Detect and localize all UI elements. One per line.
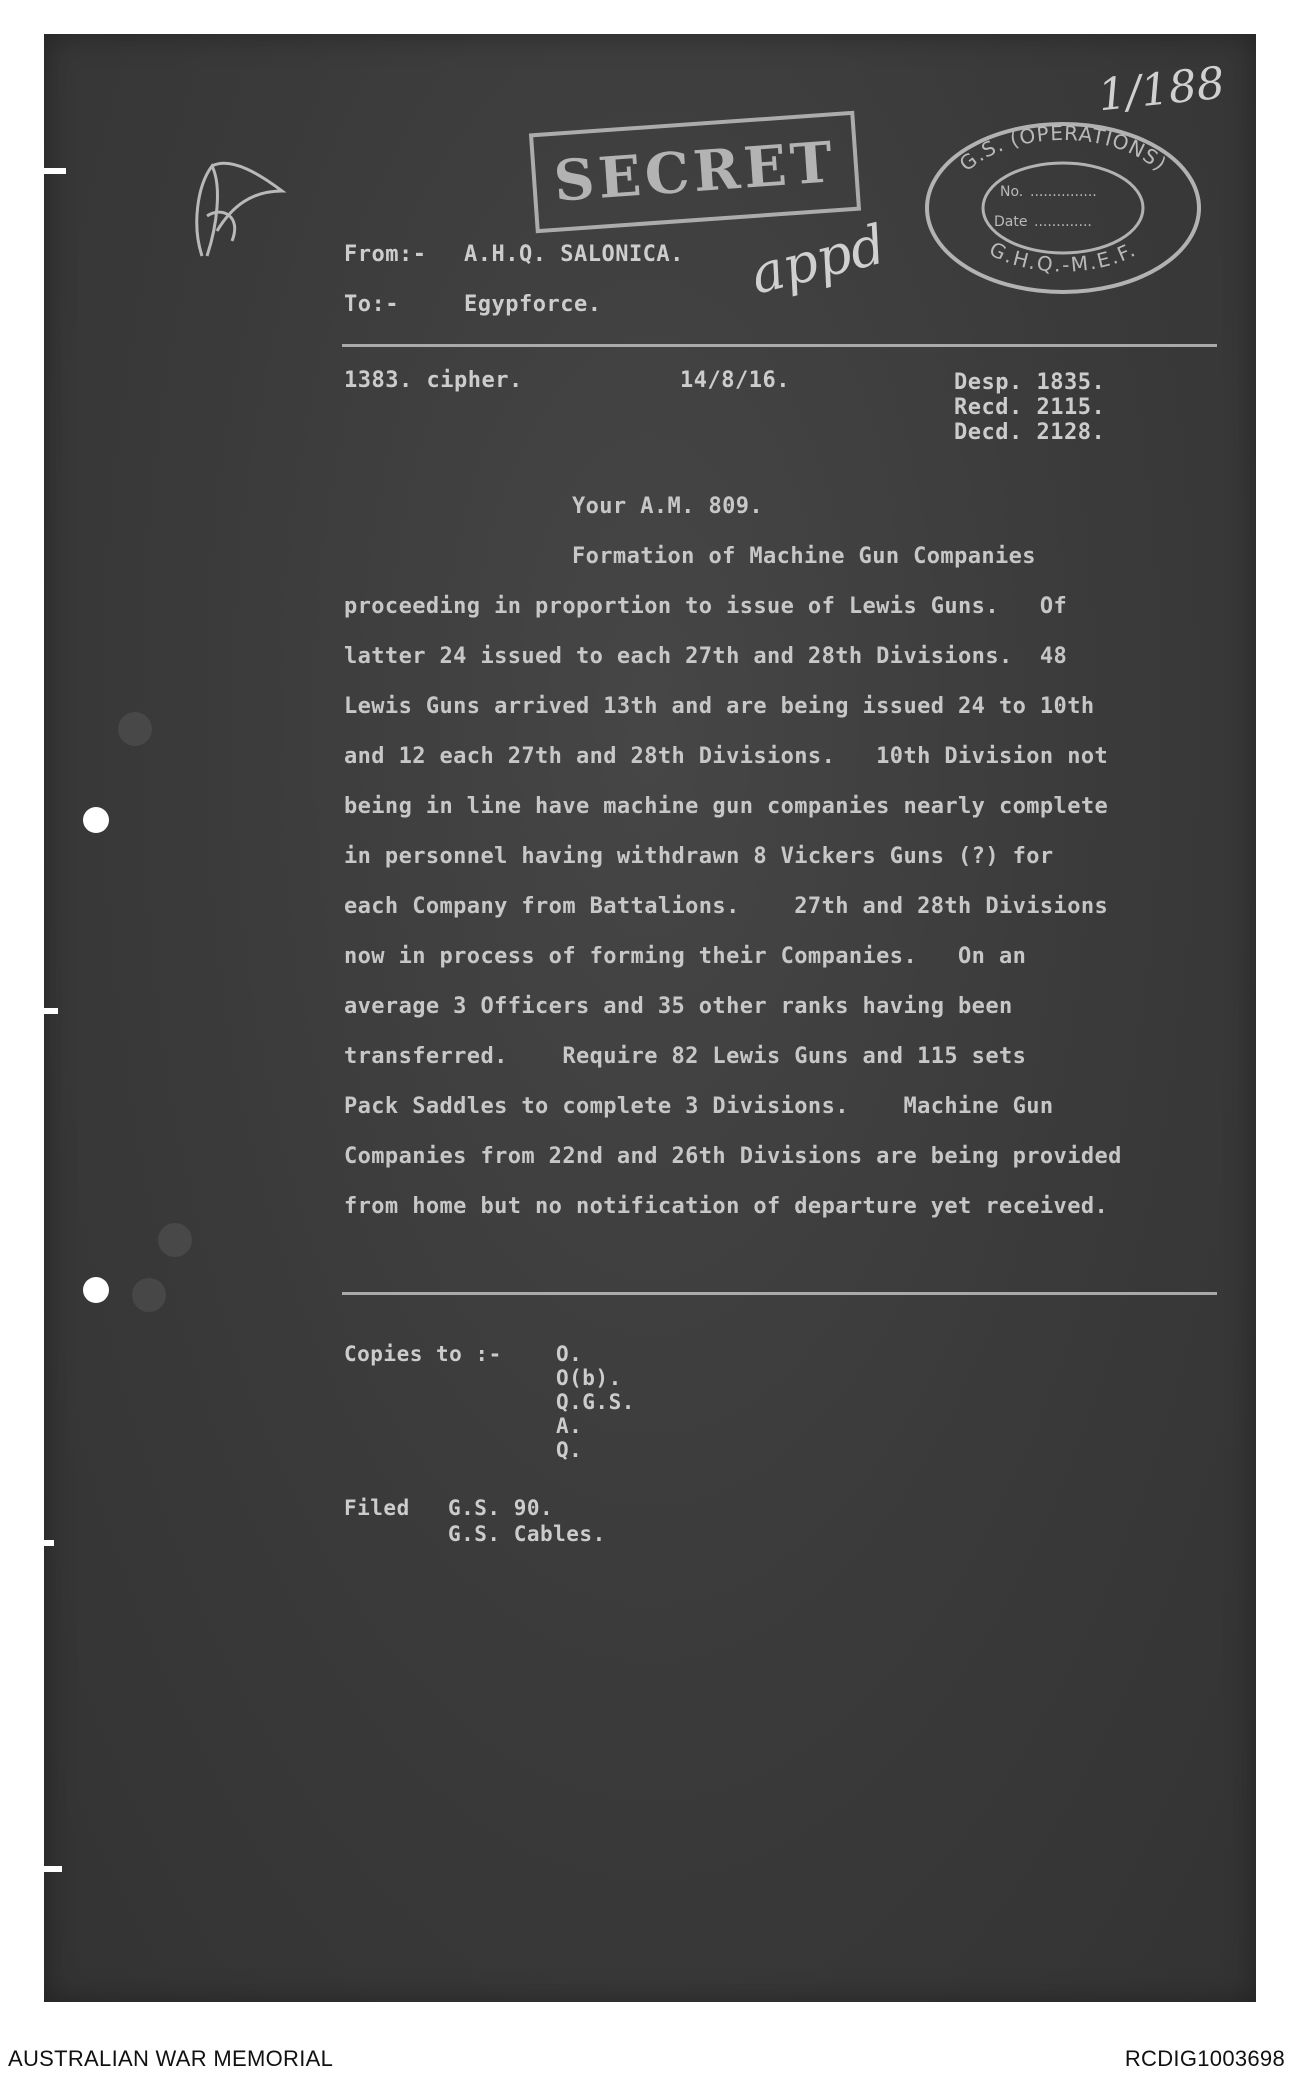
body-line: in personnel having withdrawn 8 Vickers Guns (?) for [344,844,1054,869]
svg-text:...............: ............... [1030,184,1097,200]
punch-hole-shadow [118,712,152,746]
edge-tear [44,1540,54,1546]
received-time: Recd. 2115. [954,395,1106,420]
body-line: Formation of Machine Gun Companies [572,544,1036,569]
body-line: and 12 each 27th and 28th Divisions. 10th Division not [344,744,1109,769]
svg-text:G.S. (OPERATIONS) [955,121,1172,176]
page-number: 1/188 [1095,57,1228,122]
edge-tear [44,168,66,174]
deciphered-time: Decd. 2128. [954,420,1106,445]
handwritten-scribble-icon [172,146,292,276]
edge-tear [44,1866,62,1872]
punch-hole-shadow [132,1278,166,1312]
stamp-bottom-text: G.H.Q.-M.E.F. [985,236,1141,277]
copies-item: A. [556,1414,583,1438]
copies-item: Q.G.S. [556,1390,635,1414]
copies-item: Q. [556,1438,583,1462]
stamp-date-label: Date [994,214,1028,230]
body-line: being in line have machine gun companies nearly complete [344,794,1109,819]
footer-archive-name: AUSTRALIAN WAR MEMORIAL [8,2046,334,2071]
punch-hole-bottom [83,1277,109,1303]
body-line: transferred. Require 82 Lewis Guns and 115 sets [344,1044,1027,1069]
message-date: 14/8/16. [680,368,790,393]
secret-stamp: SECRET [529,111,861,233]
to-label: To:- [344,292,399,317]
body-line: proceeding in proportion to issue of Lewis Guns. Of [344,594,1068,619]
body-line: each Company from Battalions. 27th and 28th Divisions [344,894,1109,919]
punch-hole-top [83,807,109,833]
body-line: latter 24 issued to each 27th and 28th Divisions. 48 [344,644,1068,669]
body-line: Pack Saddles to complete 3 Divisions. Machine Gun [344,1094,1054,1119]
copies-label: Copies to :- [344,1342,502,1366]
edge-tear [44,1008,58,1014]
to-value: Egypforce. [464,292,602,317]
despatch-time: Desp. 1835. [954,370,1106,395]
header-divider [342,344,1217,347]
filed-label: Filed [344,1496,410,1520]
body-line: Lewis Guns arrived 13th and are being issued 24 to 10th [344,694,1095,719]
footer-record-id: RCDIG1003698 [1124,2046,1285,2071]
from-value: A.H.Q. SALONICA. [464,242,684,267]
svg-text:.............: ............. [1034,214,1092,230]
from-label: From:- [344,242,427,267]
handwritten-approval: appd [744,212,892,307]
stamp-no-label: No. [1000,184,1024,200]
copies-item: O. [556,1342,583,1366]
punch-hole-shadow [158,1223,192,1257]
body-line: Companies from 22nd and 26th Divisions are being provided [344,1144,1122,1169]
stamp-top-text: G.S. (OPERATIONS) [954,120,1172,176]
message-reference: 1383. cipher. [344,368,523,393]
copies-item: O(b). [556,1366,622,1390]
reference-line: Your A.M. 809. [572,494,764,519]
body-line: now in process of forming their Companies. On an [344,944,1027,969]
body-line: average 3 Officers and 35 other ranks having been [344,994,1013,1019]
filed-item: G.S. 90. [448,1496,554,1520]
filed-item: G.S. Cables. [448,1522,606,1546]
body-line: from home but no notification of departure yet received. [344,1194,1109,1219]
gs-operations-stamp [922,118,1204,298]
body-divider [342,1292,1217,1295]
